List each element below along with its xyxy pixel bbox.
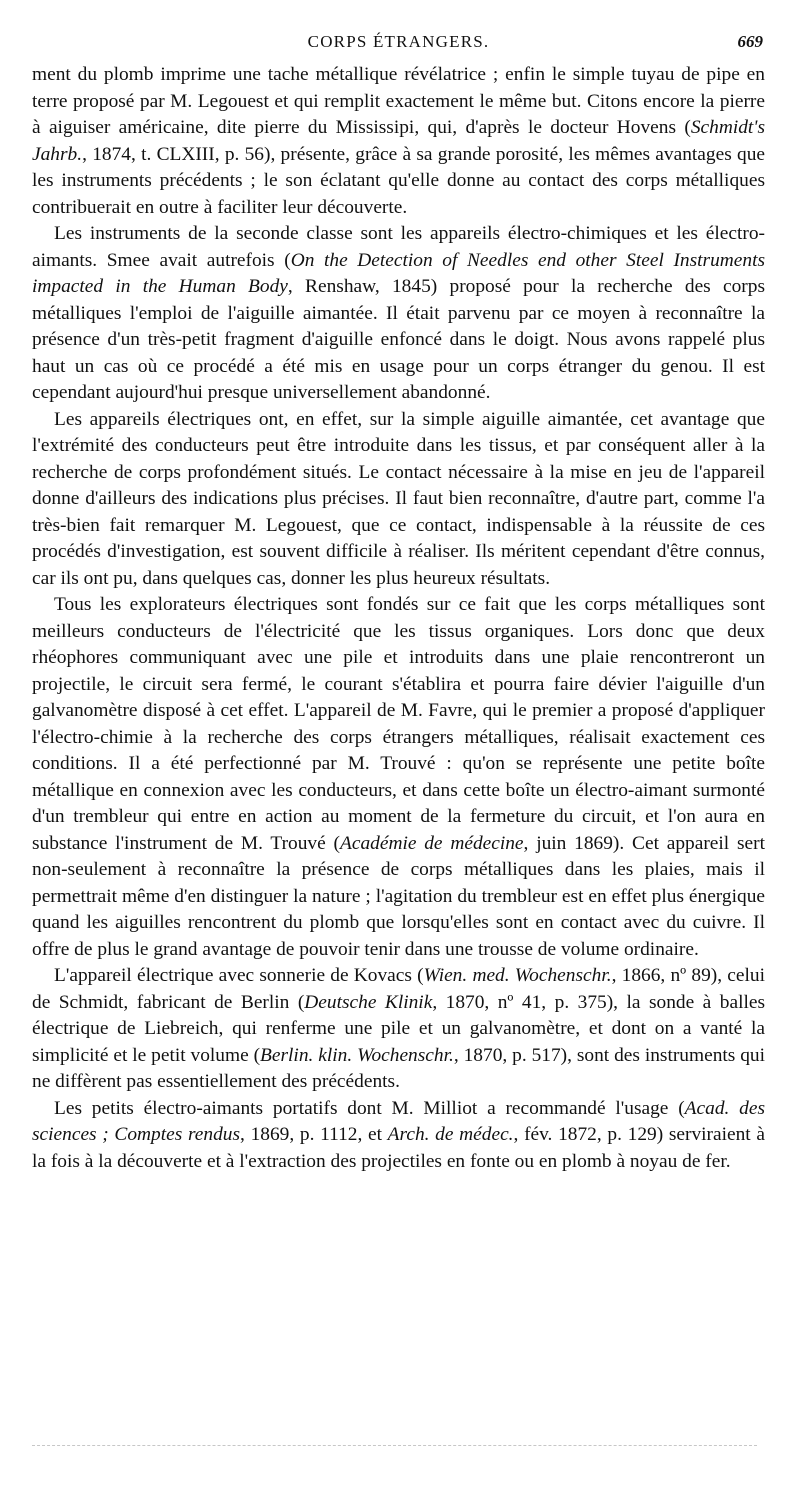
italic-citation: Wien. med. Wochenschr. xyxy=(423,965,612,986)
italic-citation: Académie de médecine xyxy=(340,832,524,854)
paragraph xyxy=(32,963,765,1096)
italic-citation: On the Detection of Needles end other Steel Instruments impacted in the Human Body xyxy=(32,249,766,297)
page-bottom-rule xyxy=(32,1445,757,1446)
text-run: , 1866, nº 89), celui de Schmidt, fabricant de Berlin ( xyxy=(32,965,765,1013)
paragraph xyxy=(32,407,765,593)
text-run: , fév. 1872, p. 129) serviraient à la fois à la découverte et à l'extraction des projectiles en fonte ou en plomb à noyau de fer. xyxy=(32,1124,765,1172)
text-run: , 1870, nº 41, p. 375), la sonde à balles électrique de Liebreich, qui renferme une pile et un galvanomètre, et dont on a vanté la simplicité et le petit volume ( xyxy=(32,991,765,1066)
paragraph xyxy=(32,221,765,407)
book-page xyxy=(32,30,765,1175)
text-run: Tous les explorateurs électriques sont fondés sur ce fait que les corps métalliques sont meilleurs conducteurs de l'électricité que les tissus organiques. Lors donc que deux rhéophores communiquant avec une pile et introduits dans une plaie rencontreront un projectile, le circuit sera fermé, le courant s'établira et pourra faire dévier l'aiguille d'un galvanomètre disposé à cet effet. L'appareil de M. Favre, qui le premier a proposé d'appliquer l'électro-chimie à la recherche des corps étrangers métalliques, réalisait exactement ces conditions. Il a été perfectionné par M. Trouvé : qu'on se représente une petite boîte métallique en connexion avec les conducteurs, et dans cette boîte un électro-aimant surmonté d'un trembleur qui entre en action au moment de la fermeture du circuit, et l'on aura en substance l'instrument de M. Trouvé ( xyxy=(32,594,765,854)
text-run: , 1870, p. 517), sont des instruments qui ne diffèrent pas essentiellement des précédents. xyxy=(32,1044,765,1092)
text-run: , 1874, t. CLXIII, p. 56), présente, grâce à sa grande porosité, les mêmes avantages que les instruments précédents ; le son éclatant qu'elle donne au contact des corps métalliques contribuerait en outre à faciliter leur découverte. xyxy=(32,143,765,218)
text-run: Les appareils électriques ont, en effet, sur la simple aiguille aimantée, cet avantage que l'extrémité des conducteurs peut être introduite dans les tissus, et par conséquent aller à la recherche de corps profondément situés. Le contact nécessaire à la mise en jeu de l'appareil donne d'ailleurs des indications plus précises. Il faut bien reconnaître, d'autre part, comme l'a très-bien fait remarquer M. Legouest, que ce contact, indispensable à la réussite de ces procédés d'investigation, est souvent difficile à réaliser. Ils méritent cependant d'être connus, car ils ont pu, dans quelques cas, donner les plus heureux résultats. xyxy=(32,408,765,589)
text-run: L'appareil électrique avec sonnerie de Kovacs ( xyxy=(54,965,424,986)
italic-citation: Berlin. klin. Wochenschr. xyxy=(260,1044,454,1066)
text-run: , juin 1869). Cet appareil sert non-seulement à reconnaître la présence de corps métalliques dans les plaies, mais il permettrait même d'en distinguer la nature ; l'agitation du trembleur est en effet plus énergique quand les aiguilles rencontrent du plomb que lorsqu'elles sont en contact avec du cuivre. Il offre de plus le grand avantage de pouvoir tenir dans une trousse de volume ordinaire. xyxy=(32,832,765,960)
paragraph xyxy=(32,592,765,963)
italic-citation: Deutsche Klinik xyxy=(304,991,433,1013)
text-run: ment du plomb imprime une tache métallique révélatrice ; enfin le simple tuyau de pipe en terre proposé par M. Legouest et qui remplit exactement le même but. Citons encore la pierre à aiguiser américaine, dite pierre du Mississipi, qui, d'après le docteur Hovens ( xyxy=(32,64,765,138)
text-run: , 1869, p. 1112, et xyxy=(240,1124,388,1145)
page-number: 669 xyxy=(737,32,763,51)
italic-citation: Arch. de médec. xyxy=(387,1124,514,1145)
text-run: Les petits électro-aimants portatifs dont M. Milliot a recommandé l'usage ( xyxy=(54,1097,685,1119)
text-run: Les instruments de la seconde classe sont les appareils électro-chimiques et les électro-aimants. Smee avait autrefois ( xyxy=(32,223,765,271)
paragraph xyxy=(32,62,765,221)
text-run: , Renshaw, 1845) proposé pour la recherche des corps métalliques l'emploi de l'aiguille aimantée. Il était parvenu par ce moyen à reconnaître la présence d'un très-petit fragment d'aiguille enfoncé dans le doigt. Nous avons rappelé plus haut un cas où ce procédé a été mis en usage pour un corps étranger du genou. Il est cependant aujourd'hui presque universellement abandonné. xyxy=(32,276,765,403)
italic-citation: Schmidt's Jahrb. xyxy=(32,117,765,165)
body-text xyxy=(32,62,765,1175)
paragraph xyxy=(32,1096,765,1176)
italic-citation: Acad. des sciences ; Comptes rendus xyxy=(32,1097,765,1145)
running-title: CORPS ÉTRANGERS. xyxy=(307,32,490,51)
running-header xyxy=(32,30,765,56)
